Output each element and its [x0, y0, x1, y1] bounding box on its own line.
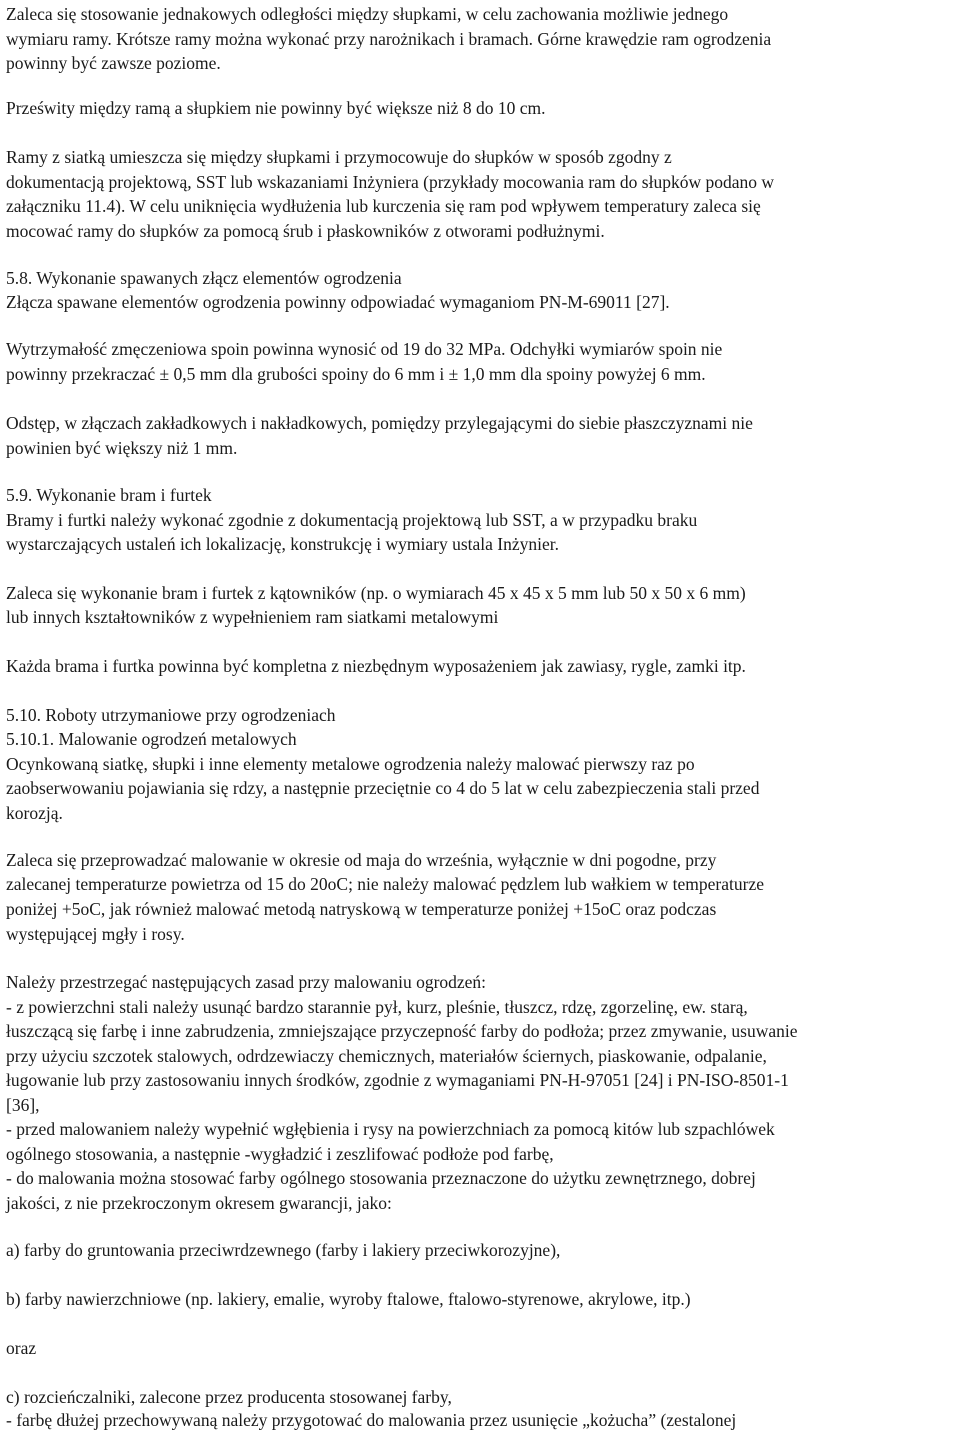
text-line: Zaleca się wykonanie bram i furtek z kątowników (np. o wymiarach 45 x 45 x 5 mm lub 50 x 50 x 6 mm)	[6, 583, 746, 603]
text-line: Zaleca się stosowanie jednakowych odległości między słupkami, w celu zachowania możliwie jednego	[6, 4, 729, 24]
text-line: Zaleca się przeprowadzać malowanie w okresie od maja do września, wyłącznie w dni pogodne, przy	[6, 850, 717, 870]
list-item: - do malowania można stosować farby ogólnego stosowania przeznaczone do użytku zewnętrznego, dobrej	[6, 1168, 756, 1188]
list-item: - przed malowaniem należy wypełnić wgłębienia i rysy na powierzchniach za pomocą kitów lub szpachlówek	[6, 1119, 775, 1139]
section-heading: 5.8. Wykonanie spawanych złącz elementów ogrodzenia	[6, 268, 402, 288]
text-line: Wytrzymałość zmęczeniowa spoin powinna wynosić od 19 do 32 MPa. Odchyłki wymiarów spoin nie	[6, 339, 723, 359]
text-line: lub innych kształtowników z wypełnieniem ram siatkami metalowymi	[6, 607, 499, 627]
text-line: zaobserwowaniu pojawiania się rdzy, a następnie przeciętnie co 4 do 5 lat w celu zabezpieczenia stali przed	[6, 778, 760, 798]
text-line: oraz	[6, 1338, 37, 1358]
text-line: powinny przekraczać ± 0,5 mm dla grubości spoiny do 6 mm i ± 1,0 mm dla spoiny powyżej 6 mm.	[6, 364, 706, 384]
text-line: wymiaru ramy. Krótsze ramy można wykonać przy narożnikach i bramach. Górne krawędzie ram ogrodzenia	[6, 29, 772, 49]
text-line: Ocynkowaną siatkę, słupki i inne elementy metalowe ogrodzenia należy malować pierwszy raz po	[6, 754, 695, 774]
text-line: powinien być większy niż 1 mm.	[6, 438, 238, 458]
text-line: Złącza spawane elementów ogrodzenia powinny odpowiadać wymaganiom PN-M-69011 [27].	[6, 292, 670, 312]
text-line: Każda brama i furtka powinna być kompletna z niezbędnym wyposażeniem jak zawiasy, rygle, zamki itp.	[6, 656, 746, 676]
text-line: Bramy i furtki należy wykonać zgodnie z dokumentacją projektową lub SST, a w przypadku braku	[6, 510, 698, 530]
text-line: [36],	[6, 1095, 40, 1115]
text-line: powinny być zawsze poziome.	[6, 53, 221, 73]
text-line: jakości, z nie przekroczonym okresem gwarancji, jako:	[6, 1193, 392, 1213]
text-line: ogólnego stosowania, a następnie -wygładzić i zeszlifować podłoże pod farbę,	[6, 1144, 554, 1164]
list-item: - farbę dłużej przechowywaną należy przygotować do malowania przez usunięcie „kożucha” (zestalonej	[6, 1410, 737, 1430]
text-line: Ramy z siatką umieszcza się między słupkami i przymocowuje do słupków w sposób zgodny z	[6, 147, 672, 167]
section-heading: 5.10. Roboty utrzymaniowe przy ogrodzeniach	[6, 705, 336, 725]
text-line: przy użyciu szczotek stalowych, odrdzewiaczy chemicznych, materiałów ściernych, piaskowanie, odpalanie,	[6, 1046, 767, 1066]
text-line: Należy przestrzegać następujących zasad przy malowaniu ogrodzeń:	[6, 972, 487, 992]
text-line: występującej mgły i rosy.	[6, 924, 185, 944]
list-item: - z powierzchni stali należy usunąć bardzo starannie pył, kurz, pleśnie, tłuszcz, rdzę, zgorzelinę, ew. starą,	[6, 997, 748, 1017]
text-line: zalecanej temperaturze powietrza od 15 do 20oC; nie należy malować pędzlem lub wałkiem w temperaturze	[6, 874, 765, 894]
list-item: a) farby do gruntowania przeciwrdzewnego (farby i lakiery przeciwkorozyjne),	[6, 1240, 561, 1260]
list-item: c) rozcieńczalniki, zalecone przez producenta stosowanej farby,	[6, 1387, 452, 1407]
list-item: b) farby nawierzchniowe (np. lakiery, emalie, wyroby ftalowe, ftalowo-styrenowe, akrylowe, itp.)	[6, 1289, 691, 1309]
text-line: Prześwity między ramą a słupkiem nie powinny być większe niż 8 do 10 cm.	[6, 98, 546, 118]
text-line: mocować ramy do słupków za pomocą śrub i płaskowników z otworami podłużnymi.	[6, 221, 605, 241]
subsection-heading: 5.10.1. Malowanie ogrodzeń metalowych	[6, 729, 297, 749]
text-line: łuszczącą się farbę i inne zabrudzenia, zmniejszające przyczepność farby do podłoża; przez zmywanie, usuwanie	[6, 1021, 798, 1041]
text-line: poniżej +5oC, jak również malować metodą natryskową w temperaturze poniżej +15oC oraz podczas	[6, 899, 717, 919]
text-line: załączniku 11.4). W celu uniknięcia wydłużenia lub kurczenia się ram pod wpływem temperatury zaleca się	[6, 196, 761, 216]
section-heading: 5.9. Wykonanie bram i furtek	[6, 485, 212, 505]
text-line: korozją.	[6, 803, 63, 823]
text-line: dokumentacją projektową, SST lub wskazaniami Inżyniera (przykłady mocowania ram do słupków podano w	[6, 172, 775, 192]
text-line: Odstęp, w złączach zakładkowych i nakładkowych, pomiędzy przylegającymi do siebie płaszczyznami nie	[6, 413, 753, 433]
text-line: wystarczających ustaleń ich lokalizację, konstrukcję i wymiary ustala Inżynier.	[6, 534, 559, 554]
text-line: ługowanie lub przy zastosowaniu innych środków, zgodnie z wymaganiami PN-H-97051 [24] i PN-ISO-8501-1	[6, 1070, 789, 1090]
